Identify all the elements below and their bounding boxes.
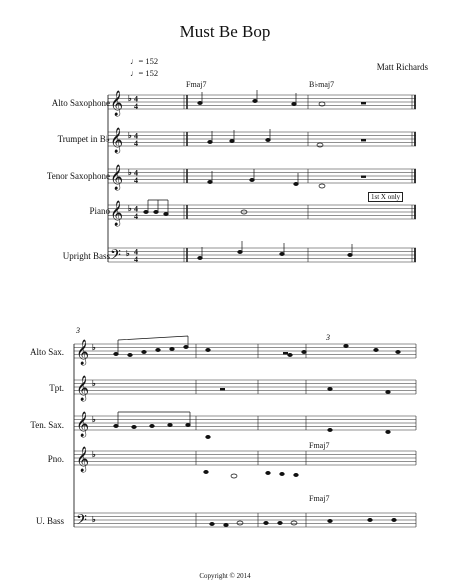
svg-text:♭: ♭ [92,379,96,388]
treble-clef-icon: 𝄞 [76,376,90,401]
treble-clef-icon: 𝄞 [110,165,124,190]
svg-text:4: 4 [134,255,138,264]
treble-clef-icon: 𝄞 [110,201,124,226]
instrument-label-trumpet: Trumpet in B♭ [57,134,110,144]
svg-text:4: 4 [134,247,138,257]
composer-name: Matt Richards [376,62,428,72]
svg-text:♭: ♭ [92,450,96,459]
svg-text:4: 4 [134,139,138,148]
instrument-label-piano: Pno. [47,454,64,464]
svg-text:4: 4 [134,212,138,221]
svg-text:4: 4 [134,176,138,185]
chord-symbol: Fmaj7 [186,80,207,89]
svg-text:4: 4 [134,204,138,214]
svg-text:4: 4 [134,102,138,111]
rehearsal-box: 1st X only [368,192,403,202]
instrument-label-upright-bass: U. Bass [35,516,64,526]
svg-text:♭: ♭ [128,168,132,177]
treble-clef-icon: 𝄞 [76,340,90,365]
instrument-label-alto-sax: Alto Saxophone [51,98,110,108]
svg-text:♭: ♭ [92,343,96,352]
treble-clef-icon: 𝄞 [76,412,90,437]
instrument-label-piano: Piano [89,206,110,216]
bass-clef-icon: 𝄢 [110,247,121,267]
instrument-label-tenor-sax: Tenor Saxophone [46,171,110,181]
svg-text:4: 4 [134,131,138,141]
copyright-notice: Copyright © 2014 [199,572,251,580]
svg-text:4: 4 [134,168,138,178]
svg-text:♭: ♭ [128,131,132,140]
chord-symbol: Fmaj7 [309,441,330,450]
svg-text:4: 4 [134,94,138,104]
measure-number: 3 [76,326,80,335]
treble-clef-icon: 𝄞 [110,128,124,153]
bass-clef-icon: 𝄢 [76,512,87,532]
chord-symbol: B♭maj7 [309,80,335,89]
treble-clef-icon: 𝄞 [76,447,90,472]
svg-text:♭: ♭ [92,415,96,424]
instrument-label-trumpet: Tpt. [49,383,64,393]
svg-text:♭: ♭ [128,204,132,213]
chord-symbol: Fmaj7 [309,494,330,503]
treble-clef-icon: 𝄞 [110,91,124,116]
instrument-label-alto-sax: Alto Sax. [29,347,64,357]
svg-text:♭: ♭ [126,249,130,258]
tempo-mark: ♩= 152 [130,68,159,78]
tempo-mark: ♩= 152 [130,56,159,66]
tuplet-mark: 3 [326,333,330,342]
instrument-label-upright-bass: Upright Bass [62,251,110,261]
svg-text:♭: ♭ [92,515,96,524]
svg-text:♭: ♭ [128,94,132,103]
instrument-label-tenor-sax: Ten. Sax. [30,420,64,430]
score-title: Must Be Bop [179,22,271,41]
